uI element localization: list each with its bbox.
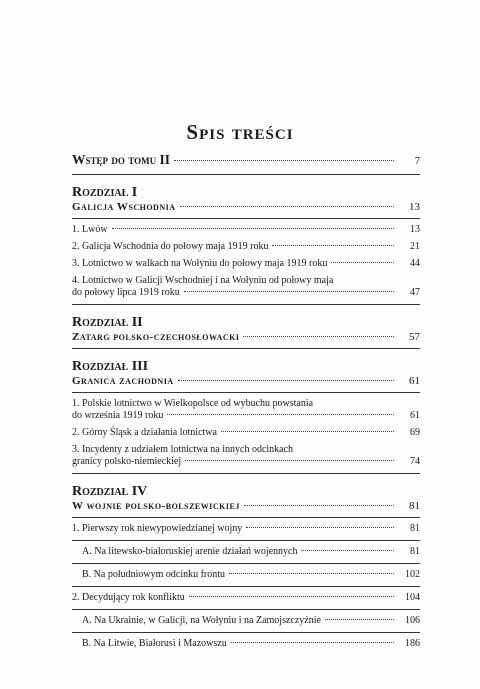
dot-leader [246, 527, 394, 528]
divider [72, 517, 420, 518]
toc-subentry[interactable] [72, 546, 420, 558]
chapter-subtitle-entry[interactable] [72, 375, 420, 387]
toc-entry-page: 102 [405, 569, 420, 580]
dot-leader [178, 380, 394, 381]
toc-entry-label-line2: granicy polsko-niemieckiej [72, 456, 182, 467]
divider [72, 218, 420, 219]
toc-entry-page: 7 [414, 156, 420, 167]
divider [72, 586, 420, 587]
dot-leader [301, 550, 394, 551]
chapter-subtitle: Zatarg polsko-czechosłowacki [72, 331, 240, 343]
toc-entry-page: 106 [405, 615, 420, 626]
toc-entry-intro[interactable] [72, 154, 420, 168]
toc-entry[interactable] [72, 427, 420, 439]
toc-entry-label: 2. Galicja Wschodnia do połowy maja 1919 roku [72, 241, 269, 252]
divider [72, 348, 420, 349]
toc-entry-page: 69 [410, 427, 420, 438]
dot-leader [184, 291, 394, 292]
dot-leader [221, 431, 394, 432]
divider [72, 540, 420, 541]
toc-entry-page: 186 [405, 638, 420, 649]
toc-entry-page: 104 [405, 592, 420, 603]
chapter-heading: Rozdział IV [72, 484, 148, 499]
toc-entry-label: B. Na Litwie, Białorusi i Mazowszu [82, 638, 227, 649]
toc-entry-label: 2. Decydujący rok konfliktu [72, 592, 185, 603]
toc-entry-page: 13 [409, 201, 420, 213]
dot-leader [174, 160, 394, 161]
toc-entry-page: 13 [410, 224, 420, 235]
page-title: Spis treści [186, 120, 294, 144]
toc-entry-page: 21 [410, 241, 420, 252]
chapter-subtitle-entry[interactable] [72, 201, 420, 213]
toc-entry[interactable] [72, 224, 420, 236]
dot-leader [231, 642, 394, 643]
divider [72, 174, 420, 175]
divider [72, 304, 420, 305]
toc-entry-page: 61 [410, 410, 420, 421]
toc-subentry[interactable] [72, 638, 420, 650]
dot-leader [112, 228, 394, 229]
divider [72, 632, 420, 633]
toc-entry-label-line1: 3. Incydenty z udziałem lotnictwa na innych odcinkach [72, 444, 294, 455]
divider [72, 473, 420, 474]
toc-entry[interactable] [72, 592, 420, 604]
dot-leader [229, 573, 394, 574]
toc-entry-page: 81 [409, 500, 420, 512]
toc-entry-label: B. Na południowym odcinku frontu [82, 569, 226, 580]
divider [72, 609, 420, 610]
divider [72, 392, 420, 393]
toc-entry-label: A. Na litewsko-białoruskiej arenie działań wojennych [82, 546, 298, 557]
toc-entry-page: 81 [410, 546, 420, 557]
dot-leader [272, 245, 394, 246]
chapter-subtitle-entry[interactable] [72, 500, 420, 512]
toc-entry-label: 1. Pierwszy rok niewypowiedzianej wojny [72, 523, 243, 534]
toc-entry-label-line2: do połowy lipca 1919 roku [72, 287, 180, 298]
dot-leader [189, 596, 394, 597]
chapter-heading: Rozdział II [72, 315, 143, 330]
toc-entry-page: 47 [410, 287, 420, 298]
chapter-heading: Rozdział III [72, 359, 149, 374]
dot-leader [167, 414, 394, 415]
dot-leader [180, 206, 394, 207]
chapter-subtitle: Galicja Wschodnia [72, 201, 176, 213]
chapter-subtitle: Granica zachodnia [72, 375, 174, 387]
dot-leader [325, 619, 394, 620]
divider [72, 563, 420, 564]
toc-entry-label: 3. Lotnictwo w walkach na Wołyniu do połowy maja 1919 roku [72, 258, 328, 269]
toc-entry-label-line1: 1. Polskie lotnictwo w Wielkopolsce od wybuchu powstania [72, 398, 314, 409]
chapter-heading: Rozdział I [72, 185, 138, 200]
dot-leader [243, 336, 394, 337]
toc-entry-label: 2. Górny Śląsk a działania lotnictwa [72, 427, 217, 438]
toc-entry-page: 74 [410, 456, 420, 467]
toc-subentry[interactable] [72, 569, 420, 581]
toc-entry-page: 44 [410, 258, 420, 269]
dot-leader [331, 262, 394, 263]
dot-leader [185, 460, 394, 461]
dot-leader [244, 505, 394, 506]
toc-subentry[interactable] [72, 615, 420, 627]
toc-entry-label-line2: do września 1919 roku [72, 410, 164, 421]
toc-entry[interactable] [72, 444, 420, 468]
toc-entry-label: 1. Lwów [72, 224, 108, 235]
toc-entry-label: A. Na Ukrainie, w Galicji, na Wołyniu i na Zamojszczyźnie [82, 615, 321, 626]
toc-entry[interactable] [72, 398, 420, 422]
chapter-subtitle: W wojnie polsko-bolszewickiej [72, 500, 240, 512]
toc-entry-page: 57 [409, 331, 420, 343]
table-of-contents [72, 154, 420, 650]
toc-entry[interactable] [72, 241, 420, 253]
toc-entry-page: 61 [409, 375, 420, 387]
toc-entry-label-line1: 4. Lotnictwo w Galicji Wschodniej i na Wołyniu od połowy maja [72, 275, 334, 286]
toc-entry[interactable] [72, 275, 420, 299]
toc-entry-page: 81 [410, 523, 420, 534]
toc-entry-label: Wstęp do tomu II [72, 152, 170, 167]
toc-entry[interactable] [72, 523, 420, 535]
chapter-subtitle-entry[interactable] [72, 331, 420, 343]
toc-entry[interactable] [72, 258, 420, 270]
